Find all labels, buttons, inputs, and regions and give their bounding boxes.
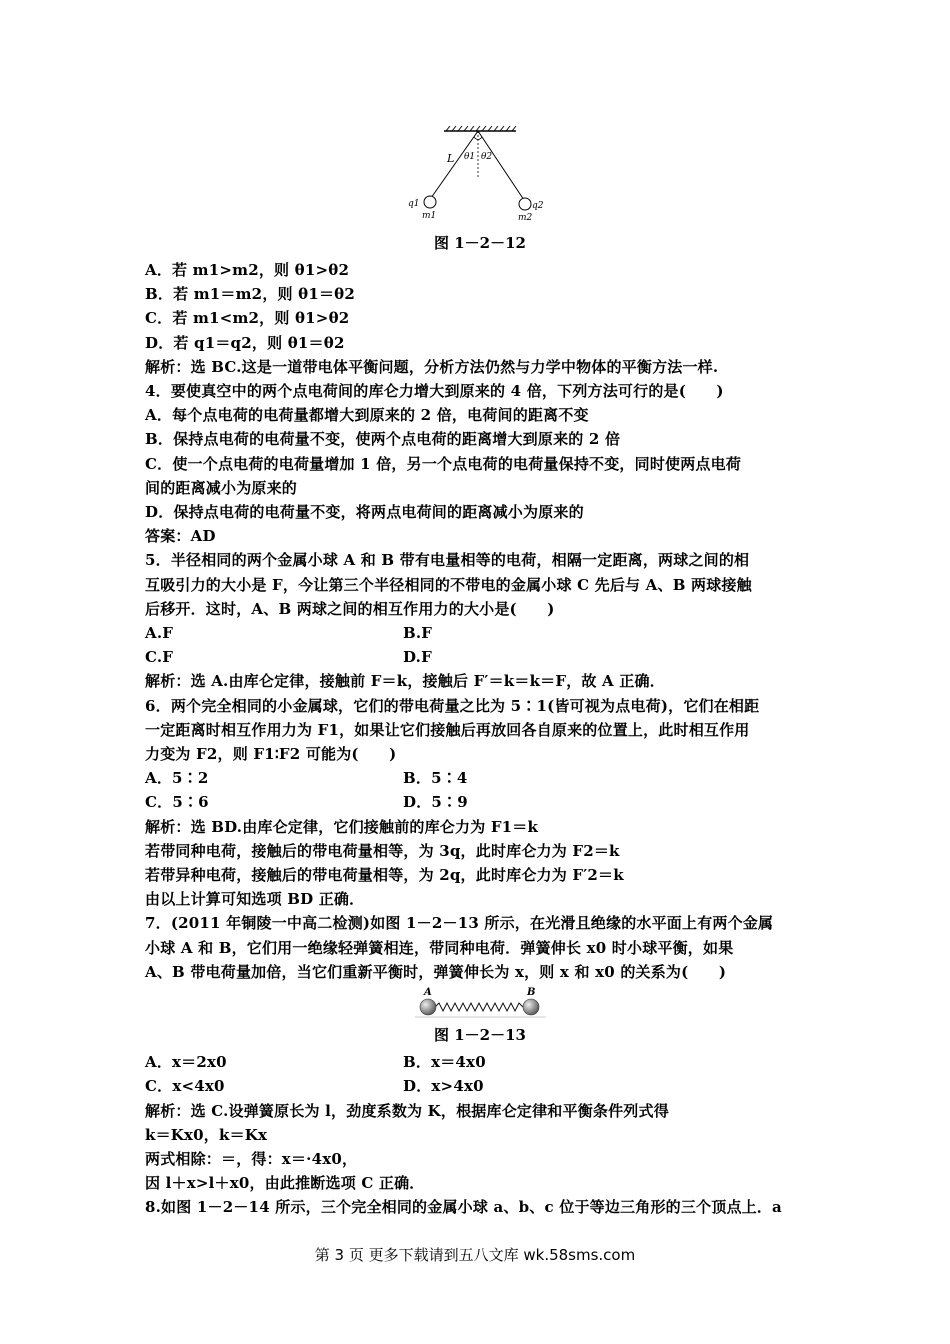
q5-stem-1: 5．半径相同的两个金属小球 A 和 B 带有电量相等的电荷，相隔一定距离，两球之间的相 (145, 551, 750, 570)
q7-option-a: A．x＝2x0 (145, 1053, 227, 1072)
q3-option-d: D．若 q1＝q2，则 θ1＝θ2 (145, 333, 345, 352)
q6-option-c: C．5∶6 (145, 793, 209, 812)
q7-analysis-1: 解析：选 C.设弹簧原长为 l，劲度系数为 K，根据库仑定律和平衡条件列式得 (145, 1101, 669, 1120)
q5-option-a: A.F (145, 624, 174, 643)
q8-stem-1: 8.如图 1－2－14 所示，三个完全相同的金属小球 a、b、c 位于等边三角形的三个顶点上．a (145, 1198, 782, 1217)
q7-options-cd (145, 1074, 815, 1098)
q7-stem-1: 7．(2011 年铜陵一中高二检测)如图 1－2－13 所示，在光滑且绝缘的水平面上有两个金属 (145, 914, 774, 933)
q7-option-d: D．x>4x0 (403, 1077, 484, 1096)
q4-option-b: B．保持点电荷的电荷量不变，使两个点电荷的距离增大到原来的 2 倍 (145, 430, 621, 449)
q4-stem: 4．要使真空中的两个点电荷间的库仑力增大到原来的 4 倍，下列方法可行的是( ) (145, 382, 724, 401)
figure-caption-2: 图 1－2－13 (434, 1026, 526, 1045)
q3-analysis: 解析：选 BC.这是一道带电体平衡问题，分析方法仍然与力学中物体的平衡方法一样. (145, 357, 719, 376)
q5-options-cd (145, 645, 815, 669)
q6-analysis-4: 由以上计算可知选项 BD 正确． (145, 890, 365, 909)
q7-option-c: C．x<4x0 (145, 1077, 225, 1096)
q6-stem-3: 力变为 F2，则 F1∶F2 可能为( ) (145, 745, 397, 764)
q5-options-ab (145, 621, 815, 645)
q7-analysis-4: 因 l＋x>l＋x0，由此推断选项 C 正确． (145, 1174, 425, 1193)
q4-option-c-cont: 间的距离减小为原来的 (145, 478, 298, 497)
q6-option-b: B．5∶4 (403, 769, 468, 788)
theta1-label: θ1 (464, 152, 476, 162)
q7-options-ab (145, 1050, 815, 1074)
q6-analysis-1: 解析：选 BD.由库仑定律，它们接触前的库仑力为 F1＝k (145, 817, 539, 836)
q4-option-d: D．保持点电荷的电荷量不变，将两点电荷间的距离减小为原来的 (145, 503, 584, 522)
q6-option-a: A．5∶2 (145, 769, 209, 788)
q6-analysis-2: 若带同种电荷，接触后的带电荷量相等，为 3q，此时库仑力为 F2＝k (145, 841, 620, 860)
theta2-label: θ2 (481, 152, 493, 162)
q5-stem-3: 后移开．这时，A、B 两球之间的相互作用力的大小是( ) (145, 599, 555, 618)
q4-option-a: A．每个点电荷的电荷量都增大到原来的 2 倍，电荷间的距离不变 (145, 406, 589, 425)
ball-b-label: B (527, 987, 536, 999)
spring-figure (413, 986, 548, 1022)
q4-answer: 答案：AD (145, 527, 216, 546)
q7-option-b: B．x＝4x0 (403, 1053, 486, 1072)
q7-analysis-2: k＝Kx0，k＝Kx (145, 1125, 268, 1144)
q5-analysis: 解析：选 A.由库仑定律，接触前 F＝k，接触后 F′＝k＝k＝F，故 A 正确． (145, 672, 665, 691)
q6-options-ab (145, 766, 815, 790)
q4-option-c: C．使一个点电荷的电荷量增加 1 倍，另一个点电荷的电荷量保持不变，同时使两点电荷 (145, 454, 742, 473)
q2-label: q2 (532, 201, 544, 211)
m2-label: m2 (518, 213, 533, 223)
q5-option-b: B.F (403, 624, 433, 643)
q5-option-c: C.F (145, 648, 174, 667)
q5-option-d: D.F (403, 648, 432, 667)
q7-stem-3: A、B 带电荷量加倍，当它们重新平衡时，弹簧伸长为 x，则 x 和 x0 的关系为( ) (145, 962, 727, 981)
q3-option-a: A．若 m1>m2，则 θ1>θ2 (145, 261, 350, 279)
length-label: L (447, 152, 455, 165)
q6-stem-2: 一定距离时相互作用力为 F1，如果让它们接触后再放回各自原来的位置上，此时相互作用 (145, 720, 750, 739)
pendulum-figure (400, 118, 560, 230)
figure-caption-1: 图 1－2－12 (434, 234, 526, 252)
q6-option-d: D．5∶9 (403, 793, 468, 812)
q7-stem-2: 小球 A 和 B，它们用一绝缘轻弹簧相连，带同种电荷．弹簧伸长 x0 时小球平衡，如果 (145, 938, 734, 957)
m1-label: m1 (422, 211, 437, 221)
page-footer: 第 3 页 更多下载请到五八文库 wk.58sms.com (314, 1246, 636, 1264)
document-page (145, 118, 815, 1220)
ball-a-label: A (424, 987, 432, 999)
q6-stem-1: 6．两个完全相同的小金属球，它们的带电荷量之比为 5∶1(皆可视为点电荷)，它们在相距 (145, 696, 760, 715)
q3-option-b: B．若 m1＝m2，则 θ1＝θ2 (145, 285, 356, 304)
q6-analysis-3: 若带异种电荷，接触后的带电荷量相等，为 2q，此时库仑力为 F′2＝k (145, 866, 624, 885)
q1-label: q1 (408, 199, 420, 209)
q3-option-c: C．若 m1<m2，则 θ1>θ2 (145, 309, 350, 328)
q6-options-cd (145, 790, 815, 814)
q7-analysis-3: 两式相除：＝，得：x＝·4x0， (145, 1149, 358, 1168)
q5-stem-2: 互吸引力的大小是 F，今让第三个半径相同的不带电的金属小球 C 先后与 A、B 两球接触 (145, 575, 752, 594)
